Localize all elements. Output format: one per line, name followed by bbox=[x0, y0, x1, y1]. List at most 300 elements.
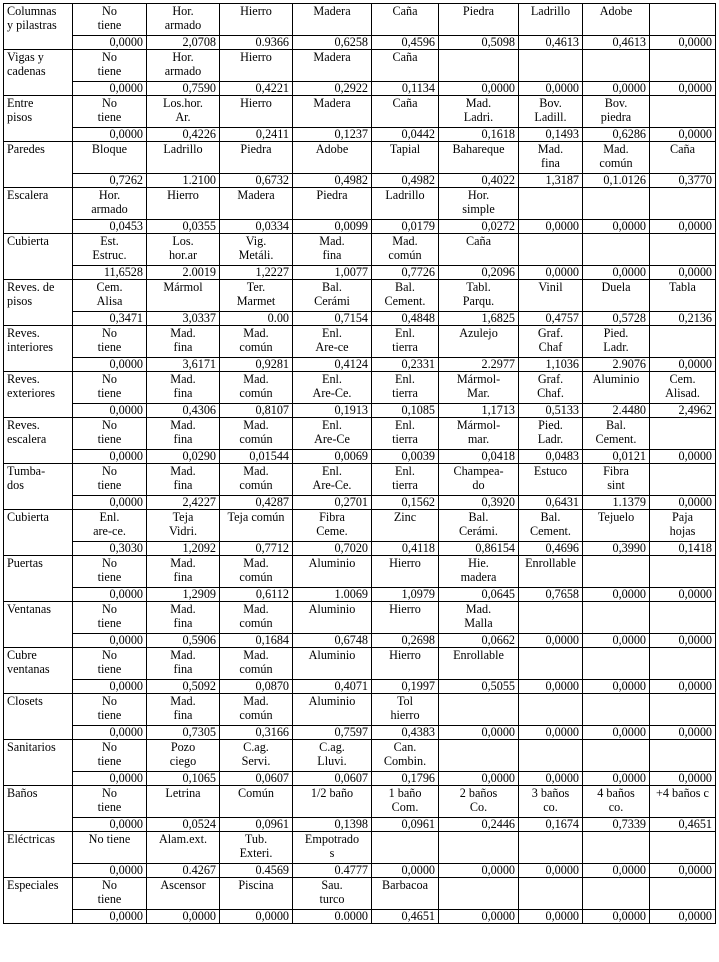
option-label-cell: Caña bbox=[650, 142, 716, 174]
option-label-cell: Pied. Ladr. bbox=[519, 418, 583, 450]
category-cell: Cubierta bbox=[4, 234, 73, 280]
coefficient-cell: 0,2922 bbox=[293, 82, 372, 96]
coefficient-cell: 2,0708 bbox=[147, 36, 220, 50]
option-label-cell: Mad. fina bbox=[147, 326, 220, 358]
coefficient-cell: 0,0000 bbox=[220, 910, 293, 924]
option-label-cell: Can. Combin. bbox=[372, 740, 439, 772]
option-label-cell bbox=[519, 648, 583, 680]
category-cell: Cubierta bbox=[4, 510, 73, 556]
option-label-cell: Teja Vidri. bbox=[147, 510, 220, 542]
coefficient-cell: 0,3166 bbox=[220, 726, 293, 740]
coefficient-cell: 0,0000 bbox=[73, 864, 147, 878]
option-label-cell: Enl. tierra bbox=[372, 326, 439, 358]
coefficient-cell: 2,4227 bbox=[147, 496, 220, 510]
option-label-cell bbox=[650, 188, 716, 220]
option-label-cell: C.ag. Servi. bbox=[220, 740, 293, 772]
coefficient-cell: 0,5133 bbox=[519, 404, 583, 418]
option-label-cell: Tub. Exteri. bbox=[220, 832, 293, 864]
option-label-cell: Mármol- Mar. bbox=[439, 372, 519, 404]
coefficient-cell: 0,0334 bbox=[220, 220, 293, 234]
option-label-cell: Aluminio bbox=[293, 648, 372, 680]
coefficient-cell: 1,2092 bbox=[147, 542, 220, 556]
option-label-cell: Mad. común bbox=[220, 694, 293, 726]
value-row bbox=[4, 496, 716, 510]
option-label-cell: No tiene bbox=[73, 372, 147, 404]
option-label-cell: Mad. fina bbox=[293, 234, 372, 266]
option-label-cell: Bal. Cerámi bbox=[293, 280, 372, 312]
coefficient-cell: 0,4124 bbox=[293, 358, 372, 372]
option-label-cell bbox=[519, 694, 583, 726]
option-label-cell: No tiene bbox=[73, 556, 147, 588]
value-row bbox=[4, 634, 716, 648]
option-label-cell: Teja común bbox=[220, 510, 293, 542]
label-row bbox=[4, 142, 716, 174]
coefficient-cell: 0,0000 bbox=[583, 864, 650, 878]
option-label-cell: No tiene bbox=[73, 50, 147, 82]
option-label-cell: Madera bbox=[293, 4, 372, 36]
coefficient-cell: 0,0000 bbox=[372, 864, 439, 878]
label-row bbox=[4, 96, 716, 128]
option-label-cell: Mad. común bbox=[220, 418, 293, 450]
coefficient-cell: 0,0000 bbox=[583, 220, 650, 234]
coefficient-cell: 0.00 bbox=[220, 312, 293, 326]
label-row bbox=[4, 326, 716, 358]
coefficient-cell: 2.4480 bbox=[583, 404, 650, 418]
coefficient-cell: 0,4022 bbox=[439, 174, 519, 188]
category-cell: Reves. escalera bbox=[4, 418, 73, 464]
option-label-cell: Tol hierro bbox=[372, 694, 439, 726]
coefficient-cell: 0,0870 bbox=[220, 680, 293, 694]
option-label-cell bbox=[439, 832, 519, 864]
option-label-cell bbox=[650, 556, 716, 588]
option-label-cell: Barbacoa bbox=[372, 878, 439, 910]
option-label-cell: No tiene bbox=[73, 464, 147, 496]
option-label-cell: Hor. simple bbox=[439, 188, 519, 220]
coefficient-cell: 0,5092 bbox=[147, 680, 220, 694]
coefficient-cell: 0,4651 bbox=[650, 818, 716, 832]
coefficient-cell: 0,2411 bbox=[220, 128, 293, 142]
option-label-cell: Hierro bbox=[220, 4, 293, 36]
option-label-cell: Enl. tierra bbox=[372, 418, 439, 450]
coefficient-cell: 0,4383 bbox=[372, 726, 439, 740]
option-label-cell: Hor. armado bbox=[147, 50, 220, 82]
coefficient-cell: 0,1237 bbox=[293, 128, 372, 142]
coefficient-cell: 0,0000 bbox=[73, 496, 147, 510]
option-label-cell: Mad. Malla bbox=[439, 602, 519, 634]
option-label-cell: Enl. Are-Ce. bbox=[293, 464, 372, 496]
option-label-cell: Ascensor bbox=[147, 878, 220, 910]
option-label-cell bbox=[650, 96, 716, 128]
coefficient-cell: 0,0000 bbox=[583, 82, 650, 96]
option-label-cell: Mad. común bbox=[220, 648, 293, 680]
category-cell: Closets bbox=[4, 694, 73, 740]
coefficient-cell: 0,0099 bbox=[293, 220, 372, 234]
option-label-cell: Los.hor. Ar. bbox=[147, 96, 220, 128]
option-label-cell: Hierro bbox=[220, 50, 293, 82]
option-label-cell: Mad. común bbox=[583, 142, 650, 174]
coefficient-cell: 0,0355 bbox=[147, 220, 220, 234]
coefficient-cell: 0,7339 bbox=[583, 818, 650, 832]
option-label-cell: Enl. Are-ce bbox=[293, 326, 372, 358]
coefficient-cell: 0,4982 bbox=[293, 174, 372, 188]
option-label-cell: Graf. Chaf bbox=[519, 326, 583, 358]
option-label-cell: 1 baño Com. bbox=[372, 786, 439, 818]
coefficient-cell: 0,4613 bbox=[583, 36, 650, 50]
coefficient-cell: 0,1418 bbox=[650, 542, 716, 556]
coefficient-cell: 0,0000 bbox=[650, 128, 716, 142]
coefficient-cell: 1,1713 bbox=[439, 404, 519, 418]
coefficient-cell: 0,0000 bbox=[439, 82, 519, 96]
option-label-cell: Piscina bbox=[220, 878, 293, 910]
option-label-cell: Caña bbox=[372, 4, 439, 36]
option-label-cell bbox=[583, 878, 650, 910]
option-label-cell: No tiene bbox=[73, 832, 147, 864]
option-label-cell: Pozo ciego bbox=[147, 740, 220, 772]
coefficient-cell: 0,1684 bbox=[220, 634, 293, 648]
coefficient-cell: 0,0000 bbox=[650, 680, 716, 694]
coefficient-cell: 1.1379 bbox=[583, 496, 650, 510]
option-label-cell bbox=[650, 50, 716, 82]
coefficient-cell: 1,3187 bbox=[519, 174, 583, 188]
label-row bbox=[4, 464, 716, 496]
coefficient-cell: 1,0979 bbox=[372, 588, 439, 602]
option-label-cell bbox=[650, 878, 716, 910]
coefficient-cell: 0,1674 bbox=[519, 818, 583, 832]
option-label-cell: Aluminio bbox=[293, 602, 372, 634]
option-label-cell: Empotrado s bbox=[293, 832, 372, 864]
coefficient-cell: 0,4982 bbox=[372, 174, 439, 188]
coefficient-cell: 0,2331 bbox=[372, 358, 439, 372]
coefficient-cell: 0,0000 bbox=[519, 220, 583, 234]
coefficient-cell: 0,7305 bbox=[147, 726, 220, 740]
option-label-cell bbox=[519, 832, 583, 864]
option-label-cell: Bal. Cement. bbox=[519, 510, 583, 542]
label-row bbox=[4, 602, 716, 634]
coefficient-cell: 0,4651 bbox=[372, 910, 439, 924]
coefficient-cell: 0,1065 bbox=[147, 772, 220, 786]
coefficient-cell: 0,0000 bbox=[583, 680, 650, 694]
label-row bbox=[4, 234, 716, 266]
value-row bbox=[4, 588, 716, 602]
category-cell: Reves. interiores bbox=[4, 326, 73, 372]
category-cell: Reves. de pisos bbox=[4, 280, 73, 326]
coefficient-cell: 0,4696 bbox=[519, 542, 583, 556]
option-label-cell: Bal. Cement. bbox=[583, 418, 650, 450]
value-row bbox=[4, 818, 716, 832]
value-row bbox=[4, 36, 716, 50]
coefficient-cell: 0,0000 bbox=[73, 818, 147, 832]
coefficient-cell: 0.4777 bbox=[293, 864, 372, 878]
coefficient-cell: 0,0000 bbox=[73, 358, 147, 372]
option-label-cell: Madera bbox=[220, 188, 293, 220]
coefficient-cell: 0,0000 bbox=[439, 772, 519, 786]
coefficient-cell: 0,0000 bbox=[650, 450, 716, 464]
coefficient-cell: 1,2909 bbox=[147, 588, 220, 602]
coefficient-cell: 0,01544 bbox=[220, 450, 293, 464]
option-label-cell: Mad. común bbox=[220, 602, 293, 634]
coefficient-cell: 0,0272 bbox=[439, 220, 519, 234]
option-label-cell: Zinc bbox=[372, 510, 439, 542]
option-label-cell bbox=[583, 832, 650, 864]
value-row bbox=[4, 542, 716, 556]
option-label-cell bbox=[519, 234, 583, 266]
coefficient-cell: 0,0000 bbox=[73, 726, 147, 740]
option-label-cell bbox=[439, 740, 519, 772]
option-label-cell bbox=[583, 188, 650, 220]
option-label-cell: Pied. Ladr. bbox=[583, 326, 650, 358]
option-label-cell: Hierro bbox=[372, 648, 439, 680]
option-label-cell: Tapial bbox=[372, 142, 439, 174]
option-label-cell: Adobe bbox=[293, 142, 372, 174]
label-row bbox=[4, 510, 716, 542]
value-row bbox=[4, 220, 716, 234]
option-label-cell: Aluminio bbox=[293, 694, 372, 726]
option-label-cell bbox=[439, 878, 519, 910]
value-row bbox=[4, 726, 716, 740]
coefficient-cell: 1,6825 bbox=[439, 312, 519, 326]
option-label-cell bbox=[583, 556, 650, 588]
coefficient-cell: 1,2227 bbox=[220, 266, 293, 280]
option-label-cell bbox=[650, 4, 716, 36]
coefficient-cell: 0,0000 bbox=[439, 864, 519, 878]
option-label-cell bbox=[439, 50, 519, 82]
coefficient-cell: 0,0000 bbox=[73, 772, 147, 786]
coefficient-cell: 0,0000 bbox=[650, 634, 716, 648]
coefficient-cell: 0,0000 bbox=[650, 266, 716, 280]
option-label-cell: Bahareque bbox=[439, 142, 519, 174]
value-row bbox=[4, 174, 716, 188]
coefficient-cell: 0,0069 bbox=[293, 450, 372, 464]
option-label-cell bbox=[650, 602, 716, 634]
option-label-cell: Mad. común bbox=[220, 326, 293, 358]
label-row bbox=[4, 418, 716, 450]
coefficient-cell: 0,3030 bbox=[73, 542, 147, 556]
option-label-cell: Bov. piedra bbox=[583, 96, 650, 128]
option-label-cell: Ter. Marmet bbox=[220, 280, 293, 312]
coefficient-cell: 1.2100 bbox=[147, 174, 220, 188]
coefficient-cell: 0,2096 bbox=[439, 266, 519, 280]
option-label-cell: No tiene bbox=[73, 648, 147, 680]
option-label-cell: No tiene bbox=[73, 786, 147, 818]
coefficient-cell: 0,2136 bbox=[650, 312, 716, 326]
coefficient-cell: 0,0000 bbox=[650, 588, 716, 602]
coefficient-cell: 2.2977 bbox=[439, 358, 519, 372]
option-label-cell: Madera bbox=[293, 50, 372, 82]
coefficient-cell: 0,4306 bbox=[147, 404, 220, 418]
coefficient-cell: 0,0000 bbox=[519, 680, 583, 694]
coefficient-cell: 0,0121 bbox=[583, 450, 650, 464]
label-row bbox=[4, 832, 716, 864]
option-label-cell: Enrollable bbox=[439, 648, 519, 680]
coefficient-cell: 0,1.0126 bbox=[583, 174, 650, 188]
option-label-cell bbox=[650, 648, 716, 680]
option-label-cell: Caña bbox=[372, 96, 439, 128]
option-label-cell: Champea- do bbox=[439, 464, 519, 496]
coefficient-cell: 3,6171 bbox=[147, 358, 220, 372]
coefficient-cell: 2,4962 bbox=[650, 404, 716, 418]
coefficient-cell: 0,1997 bbox=[372, 680, 439, 694]
coefficient-cell: 0,0000 bbox=[519, 634, 583, 648]
option-label-cell bbox=[650, 694, 716, 726]
coefficient-cell: 0,0000 bbox=[583, 588, 650, 602]
option-label-cell: Fibra Ceme. bbox=[293, 510, 372, 542]
coefficient-cell: 2.0019 bbox=[147, 266, 220, 280]
option-label-cell: Caña bbox=[439, 234, 519, 266]
option-label-cell: No tiene bbox=[73, 602, 147, 634]
coefficient-cell: 0,4071 bbox=[293, 680, 372, 694]
option-label-cell: Alam.ext. bbox=[147, 832, 220, 864]
category-cell: Puertas bbox=[4, 556, 73, 602]
option-label-cell: Bal. Cement. bbox=[372, 280, 439, 312]
coefficient-cell: 0,0000 bbox=[650, 36, 716, 50]
label-row bbox=[4, 648, 716, 680]
coefficient-cell: 0,7020 bbox=[293, 542, 372, 556]
category-cell: Vigas y cadenas bbox=[4, 50, 73, 96]
coefficient-cell: 2.9076 bbox=[583, 358, 650, 372]
option-label-cell: Letrina bbox=[147, 786, 220, 818]
option-label-cell: Mad. común bbox=[372, 234, 439, 266]
option-label-cell: Mad. fina bbox=[147, 602, 220, 634]
option-label-cell: Mad. fina bbox=[147, 418, 220, 450]
option-label-cell: Hierro bbox=[372, 602, 439, 634]
option-label-cell bbox=[583, 602, 650, 634]
coefficient-cell: 0,5055 bbox=[439, 680, 519, 694]
value-row bbox=[4, 864, 716, 878]
category-cell: Escalera bbox=[4, 188, 73, 234]
value-row bbox=[4, 772, 716, 786]
coefficient-cell: 0,1618 bbox=[439, 128, 519, 142]
option-label-cell: No tiene bbox=[73, 740, 147, 772]
option-label-cell bbox=[650, 832, 716, 864]
coefficient-cell: 0,0000 bbox=[519, 910, 583, 924]
coefficient-cell: 0,2698 bbox=[372, 634, 439, 648]
option-label-cell: Adobe bbox=[583, 4, 650, 36]
coefficient-cell: 0,4287 bbox=[220, 496, 293, 510]
coefficient-cell: 0,4226 bbox=[147, 128, 220, 142]
option-label-cell: Mad. fina bbox=[147, 372, 220, 404]
coefficient-cell: 0,6431 bbox=[519, 496, 583, 510]
option-label-cell: Enl. tierra bbox=[372, 464, 439, 496]
option-label-cell: Fibra sint bbox=[583, 464, 650, 496]
coefficient-cell: 0,3920 bbox=[439, 496, 519, 510]
option-label-cell: No tiene bbox=[73, 418, 147, 450]
coefficient-cell: 0,1398 bbox=[293, 818, 372, 832]
option-label-cell: Mad. fina bbox=[147, 694, 220, 726]
category-cell: Tumba- dos bbox=[4, 464, 73, 510]
category-cell: Eléctricas bbox=[4, 832, 73, 878]
coefficient-cell: 0,7590 bbox=[147, 82, 220, 96]
option-label-cell bbox=[519, 878, 583, 910]
coefficient-cell: 1,1036 bbox=[519, 358, 583, 372]
option-label-cell: Cem. Alisad. bbox=[650, 372, 716, 404]
category-cell: Columnas y pilastras bbox=[4, 4, 73, 50]
coefficient-cell: 0,1796 bbox=[372, 772, 439, 786]
option-label-cell: Hor. armado bbox=[147, 4, 220, 36]
option-label-cell: Piedra bbox=[293, 188, 372, 220]
coefficient-cell: 0,0442 bbox=[372, 128, 439, 142]
value-row bbox=[4, 404, 716, 418]
coefficient-cell: 0,0000 bbox=[650, 496, 716, 510]
coefficient-cell: 0,0000 bbox=[650, 726, 716, 740]
option-label-cell: Aluminio bbox=[293, 556, 372, 588]
category-cell: Ventanas bbox=[4, 602, 73, 648]
option-label-cell: Bov. Ladill. bbox=[519, 96, 583, 128]
option-label-cell: 2 baños Co. bbox=[439, 786, 519, 818]
coefficient-cell: 0,0000 bbox=[73, 588, 147, 602]
option-label-cell: Común bbox=[220, 786, 293, 818]
category-cell: Reves. exteriores bbox=[4, 372, 73, 418]
option-label-cell: Piedra bbox=[220, 142, 293, 174]
coefficient-cell: 0,0418 bbox=[439, 450, 519, 464]
coefficient-cell: 0.4267 bbox=[147, 864, 220, 878]
option-label-cell: Paja hojas bbox=[650, 510, 716, 542]
option-label-cell: Mad. fina bbox=[147, 556, 220, 588]
coefficient-cell: 0,3770 bbox=[650, 174, 716, 188]
coefficient-cell: 0,3990 bbox=[583, 542, 650, 556]
value-row bbox=[4, 680, 716, 694]
coefficient-cell: 0,6258 bbox=[293, 36, 372, 50]
coefficient-cell: 0,0645 bbox=[439, 588, 519, 602]
option-label-cell: Sau. turco bbox=[293, 878, 372, 910]
coefficient-cell: 0,0607 bbox=[220, 772, 293, 786]
coefficient-cell: 0,7154 bbox=[293, 312, 372, 326]
coefficient-cell: 11,6528 bbox=[73, 266, 147, 280]
value-row bbox=[4, 450, 716, 464]
option-label-cell: Hierro bbox=[147, 188, 220, 220]
label-row bbox=[4, 694, 716, 726]
coefficient-cell: 0,7712 bbox=[220, 542, 293, 556]
coefficient-cell: 0,0000 bbox=[583, 726, 650, 740]
coefficient-cell: 0,0000 bbox=[650, 772, 716, 786]
coefficient-cell: 1,0077 bbox=[293, 266, 372, 280]
coefficient-cell: 0,0453 bbox=[73, 220, 147, 234]
option-label-cell: Hie. madera bbox=[439, 556, 519, 588]
option-label-cell: Tejuelo bbox=[583, 510, 650, 542]
value-row bbox=[4, 358, 716, 372]
coefficient-cell: 0,0000 bbox=[73, 680, 147, 694]
option-label-cell bbox=[519, 602, 583, 634]
category-cell: Cubre ventanas bbox=[4, 648, 73, 694]
label-row bbox=[4, 372, 716, 404]
option-label-cell bbox=[650, 740, 716, 772]
option-label-cell: Ladrillo bbox=[147, 142, 220, 174]
option-label-cell: Mad. común bbox=[220, 372, 293, 404]
option-label-cell: Hor. armado bbox=[73, 188, 147, 220]
coefficient-cell: 0,8107 bbox=[220, 404, 293, 418]
option-label-cell: Estuco bbox=[519, 464, 583, 496]
option-label-cell: No tiene bbox=[73, 96, 147, 128]
option-label-cell: Los. hor.ar bbox=[147, 234, 220, 266]
coefficient-cell: 0,0662 bbox=[439, 634, 519, 648]
coefficient-cell: 0,0961 bbox=[372, 818, 439, 832]
coefficient-cell: 3,0337 bbox=[147, 312, 220, 326]
value-row bbox=[4, 128, 716, 142]
option-label-cell: Bal. Cerámi. bbox=[439, 510, 519, 542]
coefficient-cell: 0,1085 bbox=[372, 404, 439, 418]
label-row bbox=[4, 878, 716, 910]
option-label-cell: Mad. fina bbox=[519, 142, 583, 174]
coefficient-cell: 0,4757 bbox=[519, 312, 583, 326]
coefficient-cell: 0,6112 bbox=[220, 588, 293, 602]
coefficient-cell: 0,5728 bbox=[583, 312, 650, 326]
option-label-cell bbox=[583, 50, 650, 82]
option-label-cell: Graf. Chaf. bbox=[519, 372, 583, 404]
option-label-cell: +4 baños c bbox=[650, 786, 716, 818]
coefficient-cell: 0,9281 bbox=[220, 358, 293, 372]
coefficient-cell: 0,0039 bbox=[372, 450, 439, 464]
coefficient-cell: 0,0290 bbox=[147, 450, 220, 464]
category-cell: Especiales bbox=[4, 878, 73, 924]
